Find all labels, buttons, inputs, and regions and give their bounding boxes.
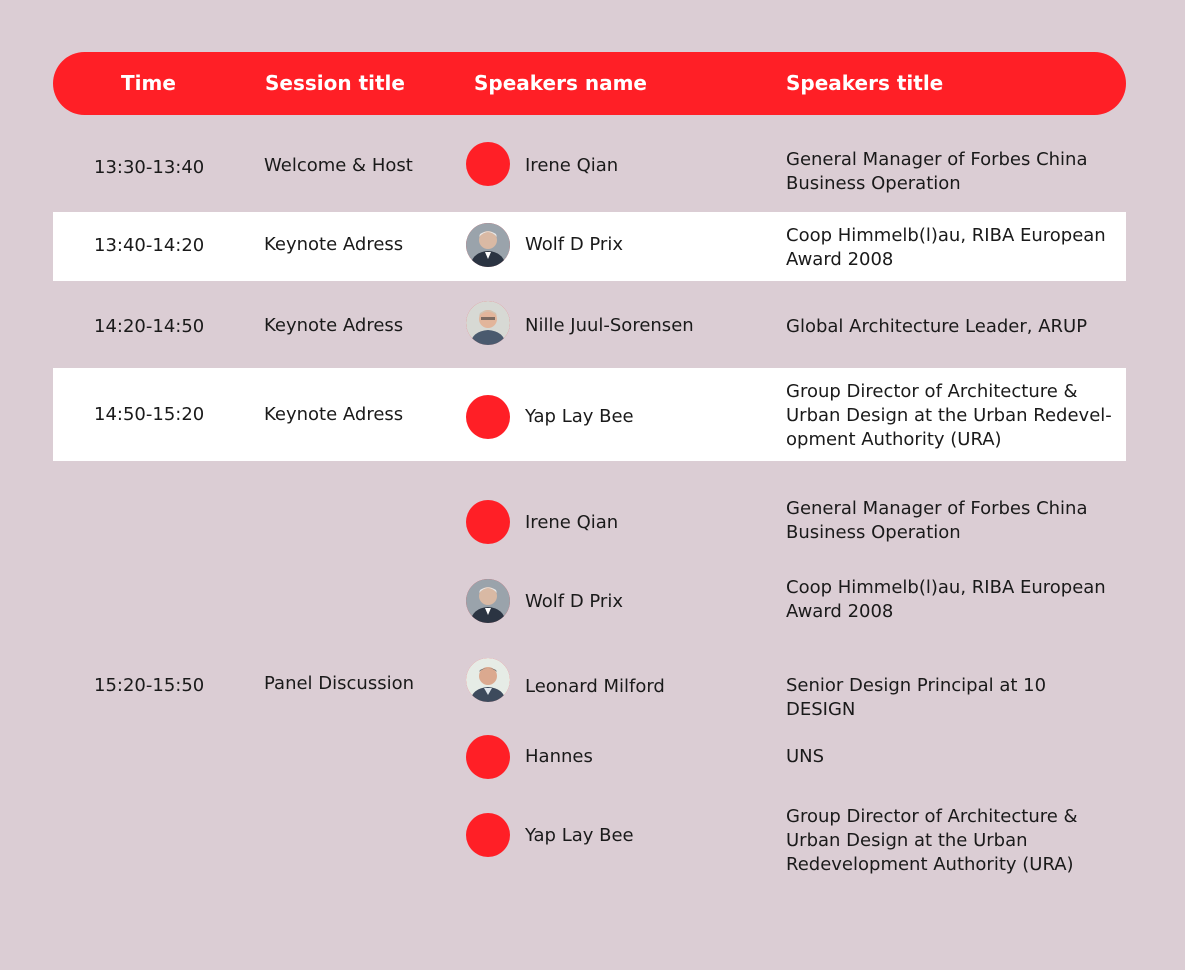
header-speakers-name: Speakers name <box>474 71 647 95</box>
row-time: 15:20-15:50 <box>94 675 205 696</box>
row-session: Keynote Adress <box>264 234 404 255</box>
speaker-avatar-placeholder <box>466 813 510 857</box>
speaker-title: General Manager of Forbes China Business Operation <box>786 149 1088 194</box>
speaker-name: Leonard Milford <box>525 676 665 697</box>
row-session: Welcome & Host <box>264 155 413 176</box>
header-time: Time <box>121 71 176 95</box>
row-time: 13:30-13:40 <box>94 157 205 178</box>
speaker-title: Group Director of Architecture & Urban Design at the Urban Redevelopment Authority (URA) <box>786 806 1078 875</box>
speaker-name: Hannes <box>525 746 593 767</box>
speaker-title: Coop Himmelb(l)au, RIBA European Award 2008 <box>786 225 1106 270</box>
header-session-title: Session title <box>265 71 405 95</box>
schedule-header <box>53 52 1126 115</box>
speaker-name: Yap Lay Bee <box>525 825 634 846</box>
speaker-name: Yap Lay Bee <box>525 406 634 427</box>
row-time: 13:40-14:20 <box>94 235 205 256</box>
speaker-title: Global Architecture Leader, ARUP <box>786 316 1088 337</box>
speaker-name: Wolf D Prix <box>525 234 623 255</box>
row-session: Keynote Adress <box>264 315 404 336</box>
speaker-avatar-photo <box>466 223 510 267</box>
speaker-title: Group Director of Architecture & Urban Design at the Urban Redevel-opment Authority (URA) <box>786 381 1112 450</box>
header-speakers-title: Speakers title <box>786 71 944 95</box>
speaker-avatar-placeholder <box>466 735 510 779</box>
speaker-avatar-photo <box>466 579 510 623</box>
row-time: 14:50-15:20 <box>94 404 205 425</box>
speaker-name: Wolf D Prix <box>525 591 623 612</box>
speaker-avatar-photo <box>466 658 510 702</box>
speaker-title: General Manager of Forbes China Business Operation <box>786 498 1088 543</box>
speaker-name: Irene Qian <box>525 155 619 176</box>
speaker-title: UNS <box>786 746 825 767</box>
speaker-avatar-placeholder <box>466 500 510 544</box>
speaker-name: Nille Juul-Sorensen <box>525 315 694 336</box>
row-time: 14:20-14:50 <box>94 316 205 337</box>
speaker-title: Senior Design Principal at 10 DESIGN <box>786 675 1047 720</box>
speaker-avatar-placeholder <box>466 142 510 186</box>
row-session: Keynote Adress <box>264 404 404 425</box>
speaker-avatar-photo <box>466 301 510 345</box>
row-session: Panel Discussion <box>264 673 415 694</box>
speaker-avatar-placeholder <box>466 395 510 439</box>
speaker-name: Irene Qian <box>525 512 619 533</box>
speaker-title: Coop Himmelb(l)au, RIBA European Award 2008 <box>786 577 1106 622</box>
